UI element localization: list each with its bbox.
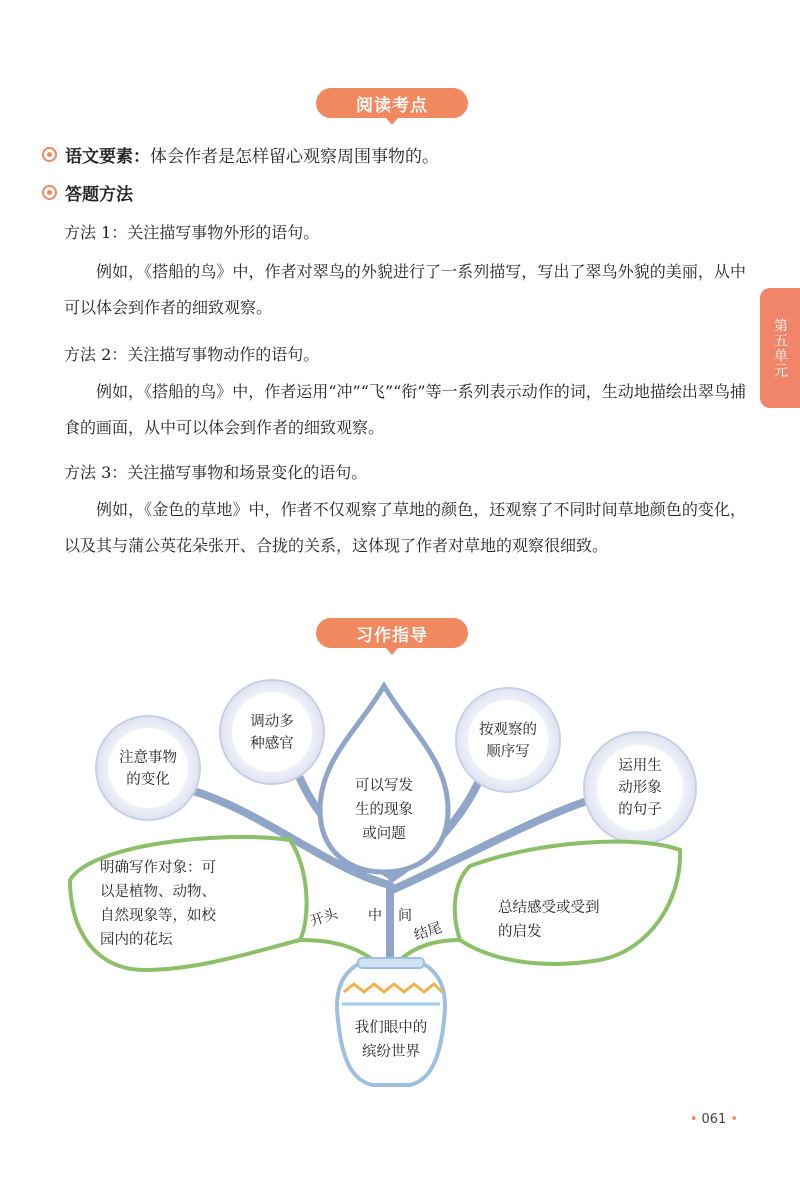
flower-1-line-2: 的变化 <box>126 772 170 788</box>
page-number-text: 061 <box>701 1112 727 1127</box>
flower-observation-order <box>456 688 560 792</box>
flower-4-line-2: 动形象 <box>618 780 662 796</box>
left-leaf-line-1: 明确写作对象：可 <box>100 860 216 876</box>
center-petal-line-3: 或问题 <box>362 826 406 842</box>
writing-guide-banner: 习作指导 <box>316 618 468 648</box>
flower-4-line-1: 运用生 <box>618 758 662 774</box>
label-middle-2: 间 <box>398 908 412 924</box>
center-petal <box>320 686 448 872</box>
center-petal-line-1: 可以写发 <box>355 778 413 794</box>
point-language-element <box>42 142 439 167</box>
label-beginning: 开头 <box>308 905 340 930</box>
right-leaf-line-1: 总结感受或受到 <box>498 900 600 916</box>
bullet-icon <box>42 185 57 200</box>
method-2-example: 例如，《搭船的鸟》中，作者运用“冲”“飞”“衔”等一系列表示动作的词，生动地描绘出翠鸟捕食的画面，从中可以体会到作者的细致观察。 <box>64 382 746 437</box>
writing-mind-map <box>0 640 800 1100</box>
flower-3-line-1: 按观察的 <box>479 722 537 738</box>
dot-icon: • <box>689 1112 698 1127</box>
flower-1-line-1: 注意事物 <box>119 750 177 766</box>
flower-3-line-2: 顺序写 <box>486 744 530 760</box>
label-ending: 结尾 <box>412 919 444 944</box>
flower-use-senses <box>220 680 324 784</box>
method-1-title: 方法 1：关注描写事物外形的语句。 <box>64 223 320 242</box>
label-middle-1: 中 <box>368 908 382 924</box>
flower-vivid-sentences <box>584 732 696 844</box>
vase-line-1: 我们眼中的 <box>354 1020 428 1036</box>
unit-side-tab: 第五单元 <box>760 288 800 408</box>
point-label: 语文要素： <box>65 147 150 167</box>
method-3-title: 方法 3：关注描写事物和场景变化的语句。 <box>64 463 368 482</box>
reading-points-banner: 阅读考点 <box>316 88 468 118</box>
vase <box>337 958 445 1085</box>
left-leaf-line-3: 自然现象等，如校 <box>100 908 216 924</box>
flower-2-line-2: 种感官 <box>250 736 294 752</box>
bullet-icon <box>42 147 57 162</box>
method-2-title: 方法 2：关注描写事物动作的语句。 <box>64 345 320 364</box>
left-leaf-line-2: 以是植物、动物、 <box>100 884 216 900</box>
point-answer-method <box>42 180 133 205</box>
page-number <box>686 1112 742 1127</box>
right-leaf-line-2: 的启发 <box>498 924 542 940</box>
right-leaf-ending <box>392 842 680 970</box>
method-3-example: 例如，《金色的草地》中，作者不仅观察了草地的颜色，还观察了不同时间草地颜色的变化，以及其与蒲公英花朵张开、合拢的关系，这体现了作者对草地的观察很细致。 <box>64 500 746 555</box>
vase-line-2: 缤纷世界 <box>362 1044 420 1060</box>
point-label: 答题方法 <box>65 185 133 205</box>
center-petal-line-2: 生的现象 <box>355 802 413 818</box>
flower-4-line-3: 的句子 <box>618 802 662 818</box>
dot-icon: • <box>730 1112 738 1127</box>
method-1-example: 例如，《搭船的鸟》中，作者对翠鸟的外貌进行了一系列描写，写出了翠鸟外貌的美丽，从中可以体会到作者的细致观察。 <box>64 262 746 317</box>
flower-observe-changes <box>96 716 200 820</box>
flower-2-line-1: 调动多 <box>250 714 294 730</box>
point-text: 体会作者是怎样留心观察周围事物的。 <box>150 147 439 167</box>
left-leaf-line-4: 园内的花坛 <box>100 932 173 948</box>
